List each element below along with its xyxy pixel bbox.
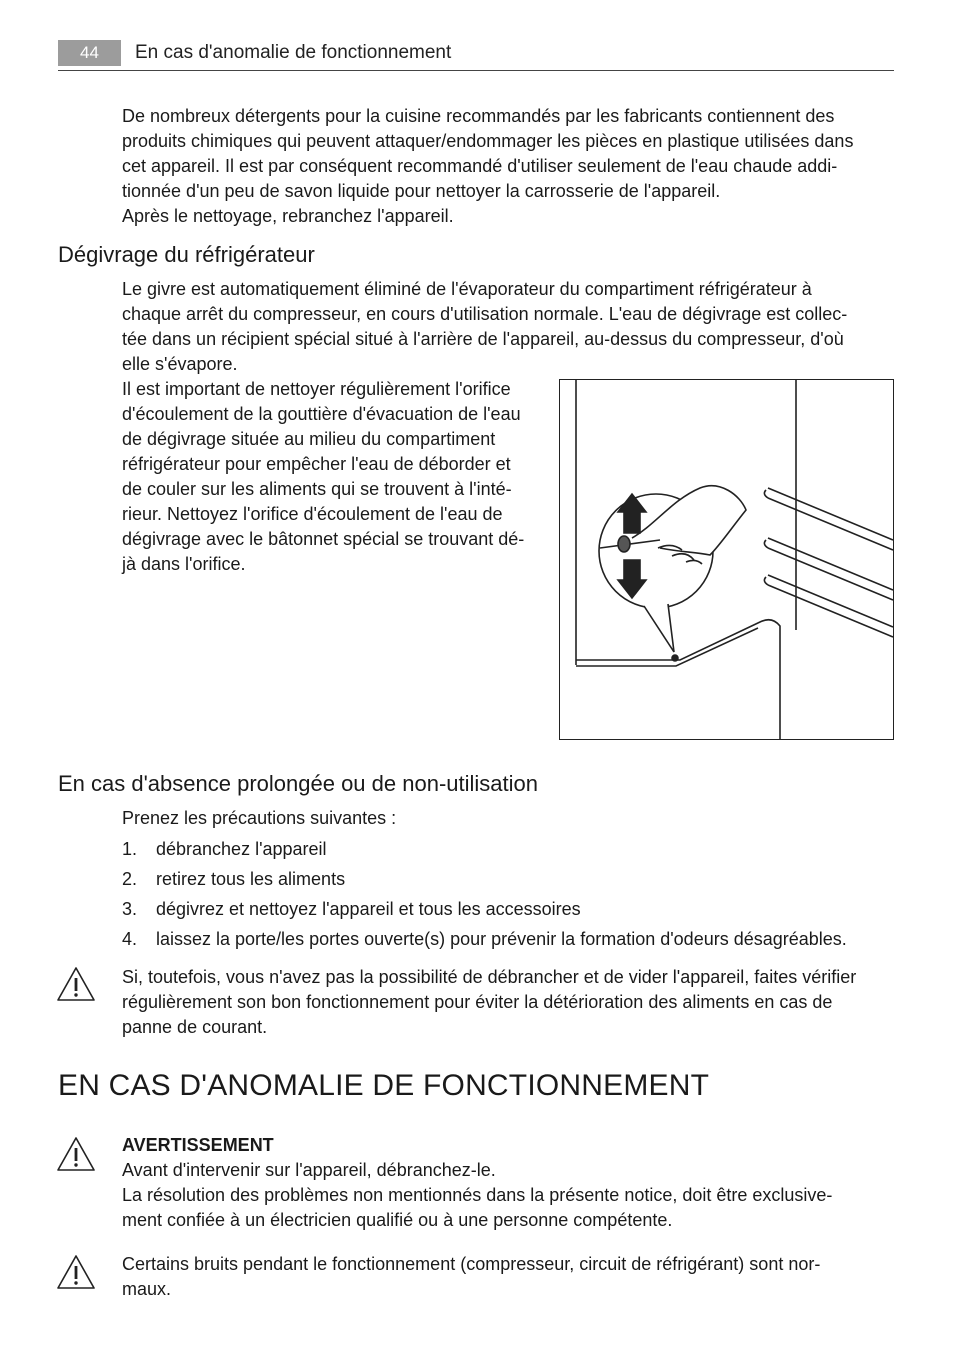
- detergent-paragraph: [122, 104, 894, 229]
- defrost-heading: Dégivrage du réfrigérateur: [58, 242, 315, 267]
- text-line: rieur. Nettoyez l'orifice d'écoulement de l'eau de: [122, 504, 503, 524]
- malfunction-heading: EN CAS D'ANOMALIE DE FONCTIONNEMENT: [58, 1069, 710, 1102]
- absence-intro: Prenez les précautions suivantes :: [122, 808, 397, 828]
- list-item: [122, 864, 894, 894]
- list-text: dégivrez et nettoyez l'appareil et tous les accessoires: [156, 899, 581, 919]
- text-line: tée dans un récipient spécial situé à l'arrière de l'appareil, au-dessus du compresseur, d'où: [122, 329, 844, 349]
- list-item: [122, 924, 894, 954]
- text-line: dégivrage avec le bâtonnet spécial se trouvant dé-: [122, 529, 525, 549]
- text-line: panne de courant.: [122, 1017, 268, 1037]
- drain-channel: [576, 620, 780, 739]
- running-title: En cas d'anomalie de fonctionnement: [135, 42, 452, 63]
- text-line: tionnée d'un peu de savon liquide pour nettoyer la carrosserie de l'appareil.: [122, 181, 721, 201]
- text-line: maux.: [122, 1279, 172, 1299]
- drain-hole-illustration: [559, 379, 894, 740]
- text-line: elle s'évapore.: [122, 354, 238, 374]
- text-line: De nombreux détergents pour la cuisine recommandés par les fabricants contiennent des: [122, 106, 835, 126]
- list-text: retirez tous les aliments: [156, 869, 346, 889]
- warning-triangle-icon: [56, 1254, 96, 1290]
- shelf-guide: [764, 488, 893, 550]
- text-line: régulièrement son bon fonctionnement pour éviter la détérioration des aliments en cas de: [122, 992, 833, 1012]
- text-line: Avant d'intervenir sur l'appareil, débranchez-le.: [122, 1160, 496, 1180]
- page-number: 44: [58, 40, 121, 66]
- text-line: Si, toutefois, vous n'avez pas la possibilité de débrancher et de vider l'appareil, faites vérifier: [122, 967, 857, 987]
- text-line: d'écoulement de la gouttière d'évacuation de l'eau: [122, 404, 521, 424]
- list-number: 1.: [122, 839, 138, 859]
- text-line: cet appareil. Il est par conséquent recommandé d'utiliser seulement de l'eau chaude addi-: [122, 156, 838, 176]
- text-line: réfrigérateur pour empêcher l'eau de déborder et: [122, 454, 511, 474]
- drain-cleaning-paragraph: [122, 377, 552, 577]
- warning-triangle-icon: [56, 966, 96, 1002]
- list-number: 4.: [122, 929, 138, 949]
- text-line: ment confiée à un électricien qualifié ou à une personne compétente.: [122, 1210, 673, 1230]
- warning-title: AVERTISSEMENT: [122, 1135, 274, 1155]
- list-item: [122, 894, 894, 924]
- shelf-guide: [764, 575, 893, 637]
- text-line: jà dans l'orifice.: [122, 554, 246, 574]
- list-number: 2.: [122, 869, 138, 889]
- magnifier-pointer: [644, 604, 674, 652]
- noise-note: [122, 1252, 894, 1302]
- list-text: débranchez l'appareil: [156, 839, 327, 859]
- after-cleaning-text: Après le nettoyage, rebranchez l'appareil.: [122, 206, 454, 226]
- precautions-list: [122, 834, 894, 954]
- text-line: La résolution des problèmes non mentionnés dans la présente notice, doit être exclusive-: [122, 1185, 833, 1205]
- text-line: produits chimiques qui peuvent attaquer/endommager les pièces en plastique utilisées dans: [122, 131, 854, 151]
- text-line: Il est important de nettoyer régulièrement l'orifice: [122, 379, 511, 399]
- text-line: Le givre est automatiquement éliminé de l'évaporateur du compartiment réfrigérateur à: [122, 279, 812, 299]
- defrost-paragraph: [122, 277, 894, 377]
- drain-plug: [618, 536, 630, 552]
- drain-hole: [672, 655, 678, 661]
- text-line: de dégivrage située au milieu du compartiment: [122, 429, 496, 449]
- text-line: chaque arrêt du compresseur, en cours d'utilisation normale. L'eau de dégivrage est collec-: [122, 304, 848, 324]
- absence-heading: En cas d'absence prolongée ou de non-utilisation: [58, 771, 538, 796]
- list-text: laissez la porte/les portes ouverte(s) pour prévenir la formation d'odeurs désagréables.: [156, 929, 847, 949]
- header-divider: [58, 70, 894, 71]
- text-line: de couler sur les aliments qui se trouvent à l'inté-: [122, 479, 512, 499]
- warning-triangle-icon: [56, 1136, 96, 1172]
- text-line: Certains bruits pendant le fonctionnement (compresseur, circuit de réfrigérant) sont nor-: [122, 1254, 821, 1274]
- list-item: [122, 834, 894, 864]
- list-number: 3.: [122, 899, 138, 919]
- absence-warning-text: [122, 965, 894, 1040]
- malfunction-warning: [122, 1133, 894, 1233]
